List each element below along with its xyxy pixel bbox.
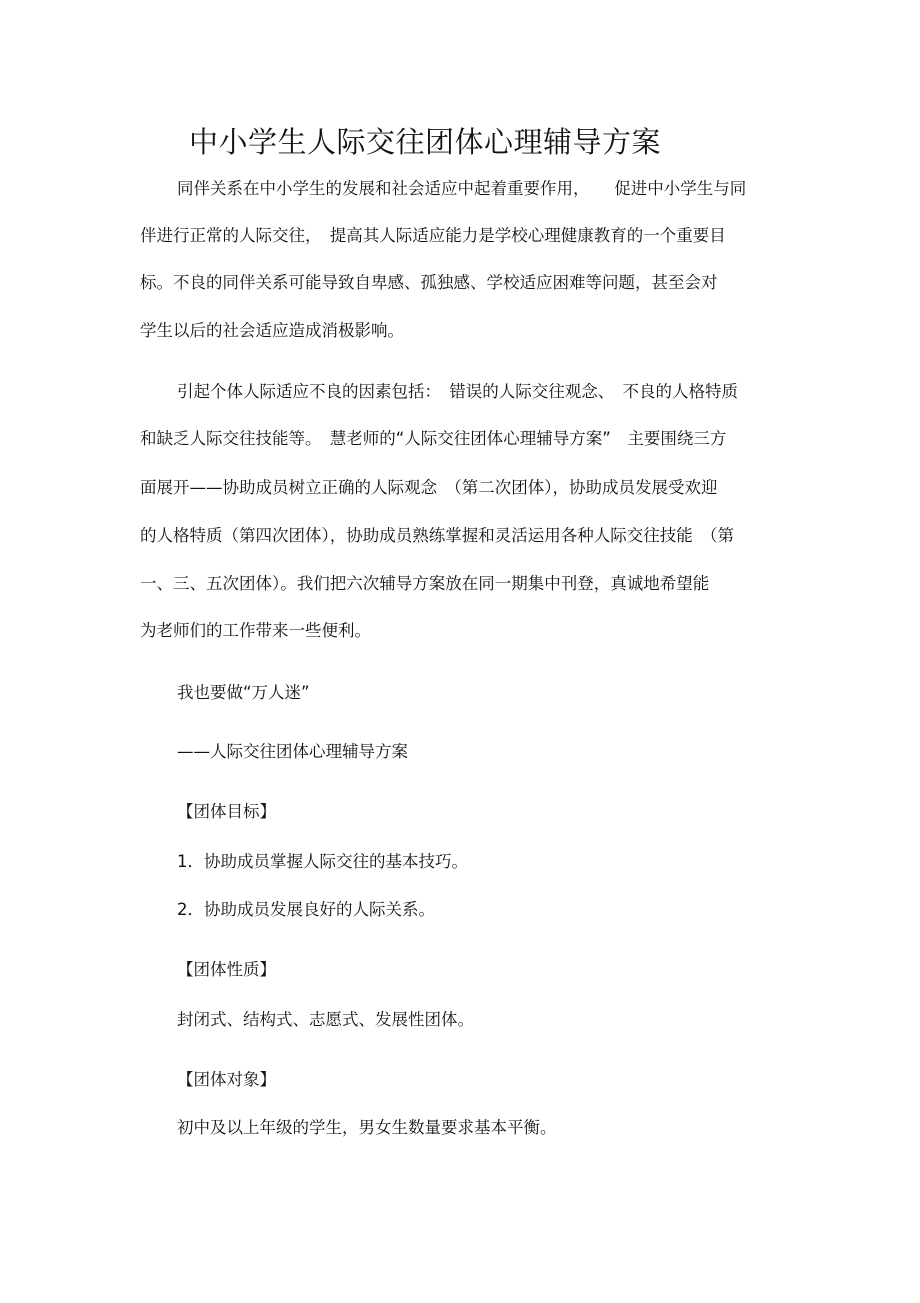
factor-line: 一、三、五次团体）。我们把六次辅导方案放在同一期集中刊登，真诚地希望能: [140, 574, 710, 593]
intro-line: 标。不良的同伴关系可能导致自卑感、孤独感、学校适应困难等问题，甚至会对: [140, 273, 718, 292]
factor-line: 引起个体人际适应不良的因素包括： 错误的人际交往观念、 不良的人格特质: [177, 382, 738, 401]
document-title: 中小学生人际交往团体心理辅导方案: [189, 125, 662, 159]
intro-line: 学生以后的社会适应造成消极影响。: [140, 321, 404, 340]
nature-heading: 【团体性质】: [177, 960, 276, 979]
subtitle: 我也要做“万人迷”: [177, 683, 310, 702]
target-heading: 【团体对象】: [177, 1070, 276, 1089]
intro-line: 同伴关系在中小学生的发展和社会适应中起着重要作用， 促进中小学生与同: [177, 179, 747, 198]
nature-text: 封闭式、结构式、志愿式、发展性团体。: [177, 1010, 474, 1029]
subtitle-secondary: ——人际交往团体心理辅导方案: [177, 742, 408, 761]
target-text: 初中及以上年级的学生，男女生数量要求基本平衡。: [177, 1118, 557, 1137]
factor-line: 面展开——协助成员树立正确的人际观念 （第二次团体），协助成员发展受欢迎: [140, 478, 718, 497]
factor-line: 为老师们的工作带来一些便利。: [140, 621, 371, 640]
factor-line: 的人格特质（第四次团体），协助成员熟练掌握和灵活运用各种人际交往技能 （第: [140, 526, 734, 545]
goal-item: 2．协助成员发展良好的人际关系。: [177, 900, 435, 919]
intro-line: 伴进行正常的人际交往， 提高其人际适应能力是学校心理健康教育的一个重要目: [140, 226, 726, 245]
goal-heading: 【团体目标】: [177, 802, 276, 821]
factor-line: 和缺乏人际交往技能等。 慧老师的“人际交往团体心理辅导方案” 主要围绕三方: [140, 429, 727, 448]
goal-item: 1．协助成员掌握人际交往的基本技巧。: [177, 852, 468, 871]
